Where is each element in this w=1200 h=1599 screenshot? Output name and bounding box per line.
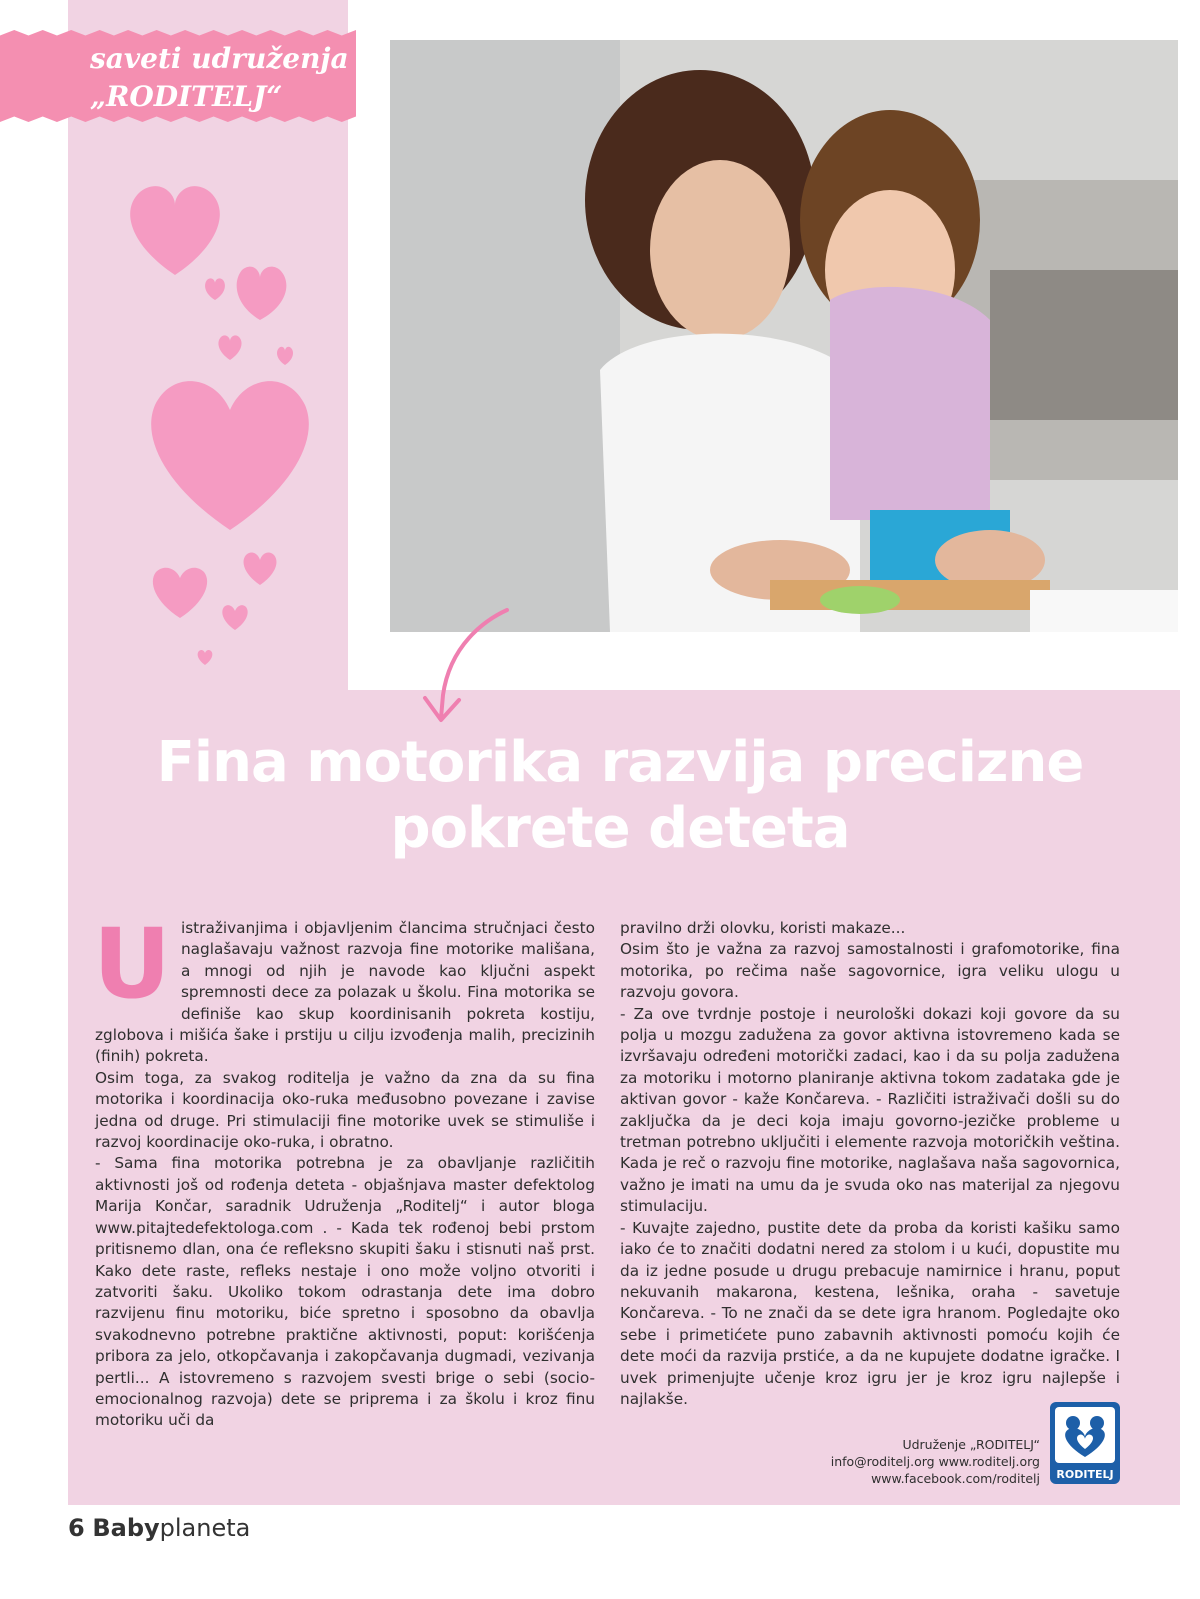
title-line-1: Fina motorika razvija precizne bbox=[156, 730, 1084, 795]
arrow-icon bbox=[415, 600, 525, 730]
family-icon bbox=[1055, 1407, 1115, 1463]
paragraph: pravilno drži olovku, koristi makaze... bbox=[620, 919, 906, 937]
drop-cap: U bbox=[93, 908, 171, 1020]
paragraph: Osim što je važna za razvoj samostalnosti i grafomotorike, fina motorika, po rečima naše sagovornice, igra veliku ulogu u razvoju govora. bbox=[620, 940, 1120, 1002]
article-column-2 bbox=[620, 918, 1120, 1410]
contact-info bbox=[831, 1436, 1040, 1487]
roditelj-logo bbox=[1050, 1402, 1120, 1484]
article-photo bbox=[390, 40, 1178, 632]
title-line-2: pokrete deteta bbox=[390, 796, 850, 861]
logo-emblem bbox=[1055, 1407, 1115, 1463]
article-column-1 bbox=[93, 908, 595, 1432]
brand-bold: Baby bbox=[92, 1514, 160, 1542]
page-footer bbox=[68, 1514, 250, 1542]
page-number: 6 bbox=[68, 1514, 85, 1542]
brand-light: planeta bbox=[159, 1514, 251, 1542]
paragraph: - Za ove tvrdnje postoje i neurološki dokazi koji govore da su polja u mozgu zadužena za govor aktivna istovremeno kada se izvršavaju određeni motorički zadaci, kao i da su polja zadužena za motoriku i motorno planiranje aktivna tokom zadataka gde je aktivan govor - kaže Končareva. - Različiti istraživači došli su do zaključka da je deci koja imaju govorno-jezičke probleme u tretman potrebno uključiti i elemente razvoja motoričkih veština. Kada je reč o razvoju fine motorike, naglašava naša sagovornica, važno je imati na umu da je svuda oko nas materijal za njegovu stimulaciju. bbox=[620, 1004, 1120, 1216]
paragraph: - Kuvajte zajedno, pustite dete da proba da koristi kašiku samo iako će to značiti dodatni nered za stolom i u kući, dopustite mu da iz jedne posude u drugu prebacuje namirnice i hranu, poput nekuvanih makarona, kestena, lešnika, oraha - savetuje Končareva. - To ne znači da se dete igra hranom. Pogledajte oko sebe i primetićete puno zabavnih aktivnosti pomoću kojih će dete moći da razvija prstiće, a da ne kupujete dodatne igračke. I uvek primenjujte učenje kroz igru jer je kroz igru najlepše i najlakše. bbox=[620, 1218, 1120, 1408]
contact-facebook[interactable]: www.facebook.com/roditelj bbox=[871, 1471, 1040, 1486]
banner-text bbox=[90, 40, 349, 116]
paragraph: Osim toga, za svakog roditelja je važno da zna da su fina motorika i koordinacija oko-ruka međusobno povezane i zavise jedna od druge. Pri stimulaciji fine motorike uvek se stimuliše i razvoj koordinacije oko-ruka, i obratno. bbox=[95, 1068, 595, 1152]
logo-text: RODITELJ bbox=[1056, 1468, 1114, 1481]
heart-icon bbox=[130, 186, 309, 665]
contact-email-web[interactable]: info@roditelj.org www.roditelj.org bbox=[830, 1454, 1040, 1469]
hearts-decoration bbox=[120, 170, 330, 670]
banner-line-2: „RODITELJ“ bbox=[90, 80, 283, 113]
contact-org: Udruženje „RODITELJ“ bbox=[902, 1437, 1040, 1452]
banner-line-1: saveti udruženja bbox=[90, 42, 349, 75]
article-title bbox=[100, 730, 1140, 862]
paragraph: istraživanjima i objavljenim člancima stručnjaci često naglašavaju važnost razvoja fine motorike mališana, a mnogi od njih je navode kao ključni aspekt spremnosti dece za polazak u školu. Fina motorika se definiše kao skup koordinisanih pokreta kostiju, zglobova i mišića šake i prstiju u cilju izvođenja malih, precizinih (finih) pokreta. bbox=[95, 919, 595, 1066]
paragraph: - Sama fina motorika potrebna je za obavljanje različitih aktivnosti još od rođenja deteta - objašnjava master defektolog Marija Končar, saradnik Udruženja „Roditelj“ i autor bloga www.pitajtedefektologa.com . - Kada tek rođenoj bebi prstom pritisnemo dlan, ona će refleksno skupiti šaku i stisnuti naš prst. Kako dete raste, refleks nestaje i ono može voljno otvoriti i zatvoriti šaku. Ukoliko tokom odrastanja dete ima dobro razvijenu finu motoriku, biće spretno i sposobno da obavlja svakodnevno potrebne praktične aktivnosti, poput: korišćenja pribora za jelo, otkopčavanja i zakopčavanja dugmadi, vezivanja pertli... A istovremeno s razvojem svesti brige o sebi (socio-emocionalnog razvoja) dete se priprema i za školu i kroz finu motoriku uči da bbox=[95, 1154, 595, 1430]
